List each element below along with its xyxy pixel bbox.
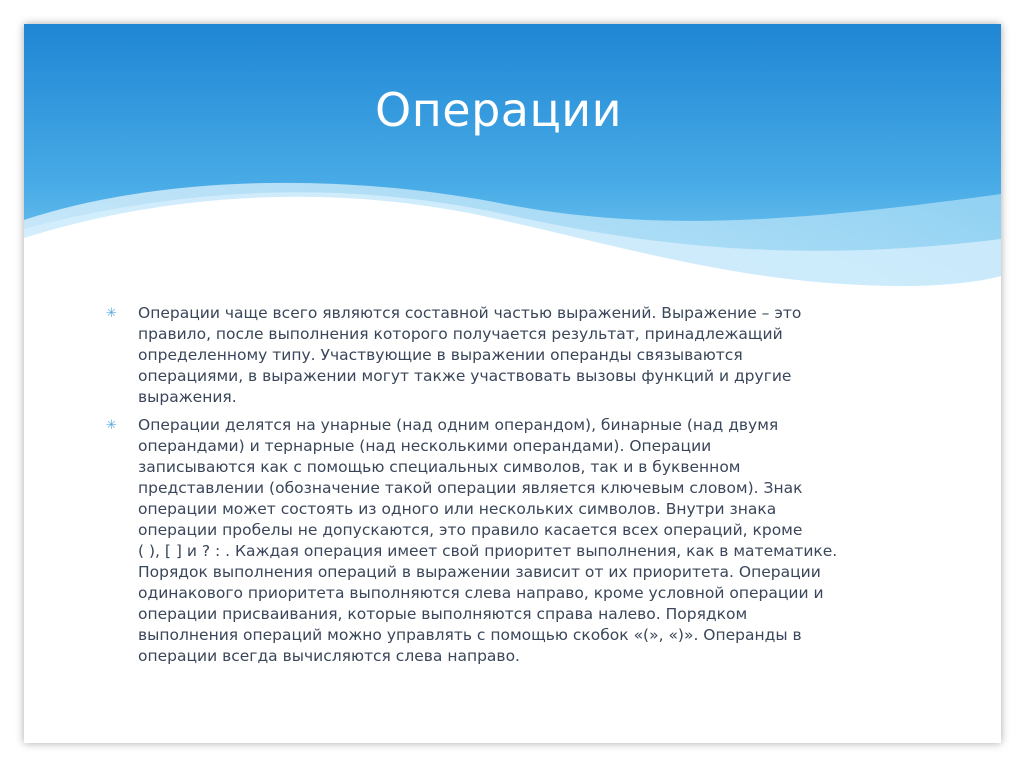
asterisk-bullet-icon: ✳ xyxy=(106,306,117,321)
bullet-item xyxy=(106,303,946,408)
bullet-item xyxy=(106,415,946,667)
header-wave-background xyxy=(24,24,1001,314)
bullet-list xyxy=(106,303,946,674)
bullet-text: Операции делятся на унарные (над одним операндом), бинарные (над двумя операндами) и тернарные (над несколькими операндами). Операции записываются как с помощью специальных символов, так и в буквенном представлении (обозначение такой операции является ключевым словом). Знак операции может состоять из одного или нескольких символов. Внутри знака операции пробелы не допускаются, это правило касается всех операций, кроме ( ), [ ] и ? : . Каждая операция имеет свой приоритет выполнения, как в математике. Порядок выполнения операций в выражении зависит от их приоритета. Операции одинакового приоритета выполняются слева направо, кроме условной операции и операции присваивания, которые выполняются справа налево. Порядком выполнения операций можно управлять с помощью скобок «(», «)». Операнды в операции всегда вычисляются слева направо. xyxy=(138,416,838,665)
bullet-text: Операции чаще всего являются составной частью выражений. Выражение – это правило, после выполнения которого получается результат, принадлежащий определенному типу. Участвующие в выражении операнды связываются операциями, в выражении могут также участвовать вызовы функций и другие выражения. xyxy=(138,304,802,406)
slide xyxy=(24,24,1001,743)
slide-title: Операции xyxy=(375,83,623,137)
asterisk-bullet-icon: ✳ xyxy=(106,418,117,433)
